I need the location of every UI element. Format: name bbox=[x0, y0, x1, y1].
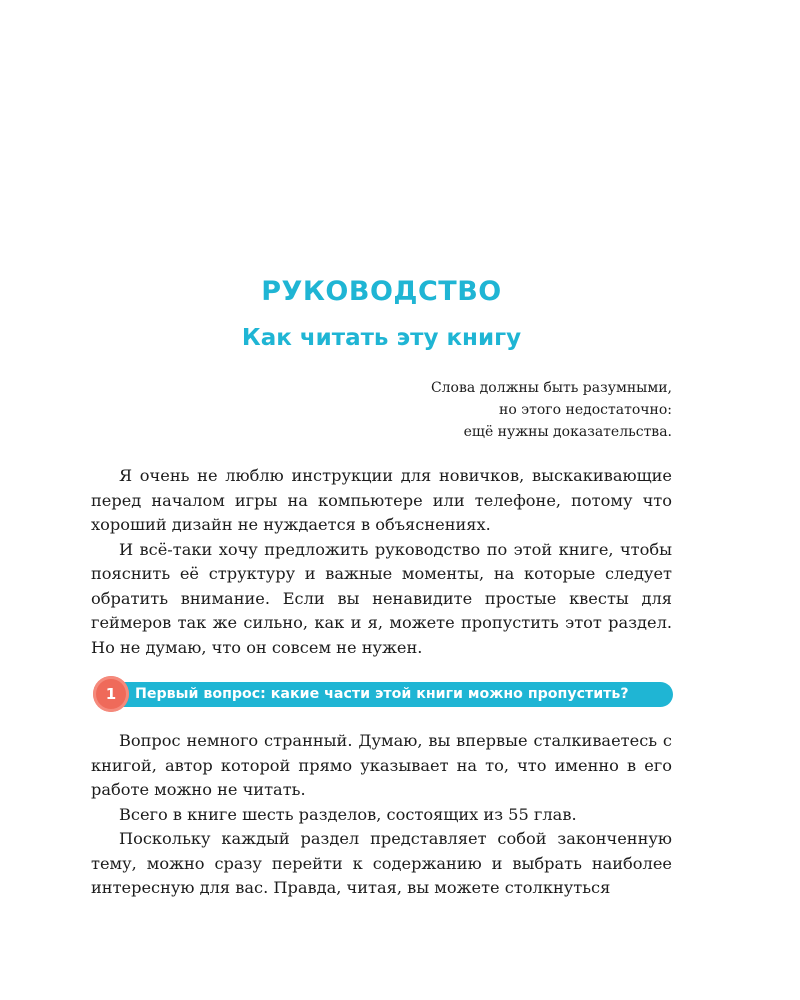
paragraph: Поскольку каждый раздел представляет собой законченную тему, можно сразу перейти к содержанию и выбрать наиболее интересную для вас. Правда, читая, вы можете столкнуться bbox=[91, 829, 672, 897]
paragraph: Я очень не люблю инструкции для новичков, выскакивающие перед началом игры на компьютере или телефоне, потому что хороший дизайн не нуждается в объяснениях. bbox=[91, 466, 672, 534]
chapter-title: РУКОВОДСТВО bbox=[261, 276, 502, 307]
section-text bbox=[91, 729, 672, 901]
intro-text bbox=[91, 464, 672, 660]
section-title: Первый вопрос: какие части этой книги можно пропустить? bbox=[135, 686, 629, 702]
epigraph-line: но этого недостаточно: bbox=[499, 402, 672, 418]
section-heading bbox=[93, 676, 673, 712]
chapter-subtitle: Как читать эту книгу bbox=[241, 325, 522, 351]
epigraph-line: ещё нужны доказательства. bbox=[463, 424, 672, 440]
epigraph bbox=[431, 377, 672, 443]
epigraph-line: Слова должны быть разумными, bbox=[430, 380, 672, 396]
section-number-badge: 1 bbox=[93, 676, 129, 712]
paragraph: Всего в книге шесть разделов, состоящих из 55 глав. bbox=[119, 804, 577, 824]
paragraph: Вопрос немного странный. Думаю, вы впервые сталкиваетесь с книгой, автор которой прямо указывает на то, что именно в его работе можно не читать. bbox=[91, 731, 672, 799]
book-page bbox=[91, 0, 672, 1000]
paragraph: И всё-таки хочу предложить руководство по этой книге, чтобы пояснить её структуру и важные моменты, на которые следует обратить внимание. Если вы ненавидите простые квесты для геймеров так же сильно, как и я, можете пропустить этот раздел. Но не думаю, что он совсем не нужен. bbox=[91, 539, 672, 657]
